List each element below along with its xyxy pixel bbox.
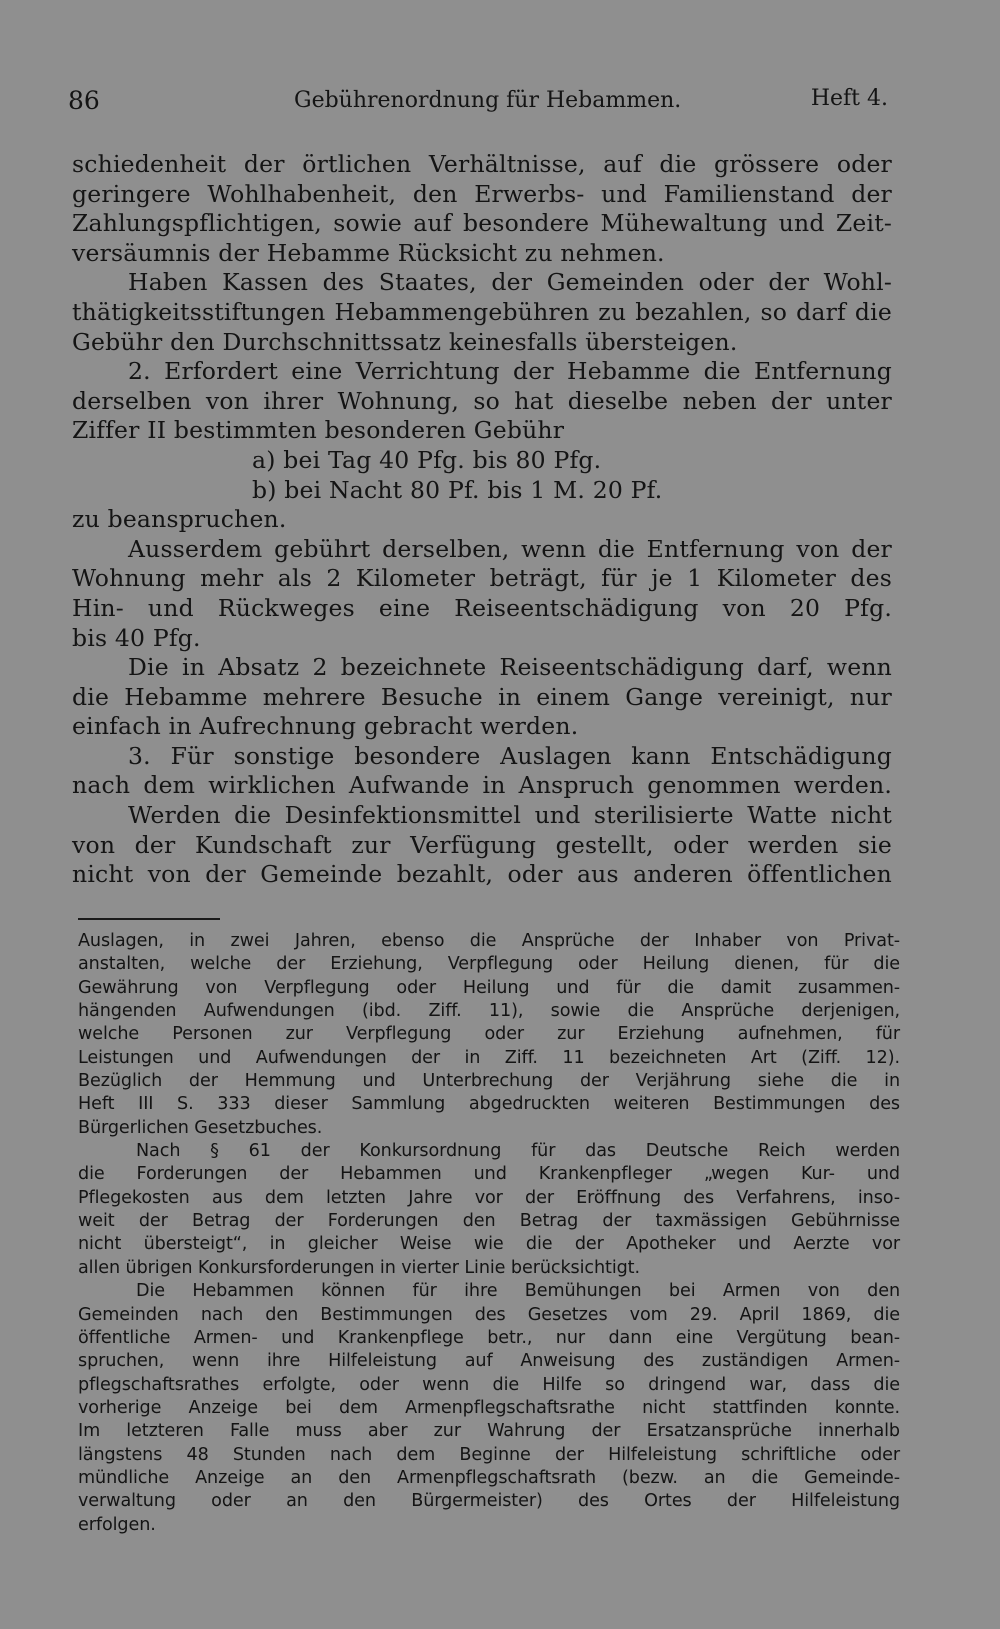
text-line: 2. Erfordert eine Verrichtung der Hebamme die Entfernung (128, 357, 892, 386)
text-line: zu beanspruchen. (72, 505, 287, 534)
text-line: Die in Absatz 2 bezeichnete Reiseentschädigung darf, wenn (128, 653, 892, 682)
text-line: nicht von der Gemeinde bezahlt, oder aus anderen öffentlichen (72, 860, 892, 889)
footnote-line: Heft III S. 333 dieser Sammlung abgedruckten weiteren Bestimmungen des (78, 1094, 900, 1115)
footnote-line: Gewährung von Verpflegung oder Heilung und für die damit zusammen- (78, 977, 900, 998)
text-line: Gebühr den Durchschnittssatz keinesfalls übersteigen. (72, 327, 738, 356)
footnote-text (78, 930, 900, 1537)
text-line: die Hebamme mehrere Besuche in einem Gange vereinigt, nur (72, 682, 892, 711)
running-title: Gebührenordnung für Hebammen. (294, 88, 682, 113)
text-line: Ziffer II bestimmten besonderen Gebühr (72, 416, 565, 445)
main-text (72, 150, 892, 890)
text-line: b) bei Nacht 80 Pf. bis 1 M. 20 Pf. (252, 475, 663, 504)
footnote-line: Pflegekosten aus dem letzten Jahre vor der Eröffnung des Verfahrens, inso- (78, 1187, 900, 1208)
text-line: Werden die Desinfektionsmittel und sterilisierte Watte nicht (128, 801, 892, 830)
text-line: versäumnis der Hebamme Rücksicht zu nehmen. (72, 238, 665, 267)
footnote-line: Leistungen und Aufwendungen der in Ziff. 11 bezeichneten Art (Ziff. 12). (78, 1047, 900, 1068)
text-line: von der Kundschaft zur Verfügung gestellt, oder werden sie (72, 830, 892, 859)
footnote-line: Auslagen, in zwei Jahren, ebenso die Ansprüche der Inhaber von Privat- (78, 931, 900, 951)
text-line: Wohnung mehr als 2 Kilometer beträgt, für je 1 Kilometer des (72, 564, 892, 593)
footnote-line: Nach § 61 der Konkursordnung für das Deutsche Reich werden (136, 1141, 900, 1162)
text-line: schiedenheit der örtlichen Verhältnisse, auf die grössere oder (72, 150, 892, 178)
text-line: Ausserdem gebührt derselben, wenn die Entfernung von der (128, 534, 892, 563)
footnote-line: welche Personen zur Verpflegung oder zur Erziehung aufnehmen, für (78, 1024, 900, 1045)
footnote-line: pflegschaftsrathes erfolgte, oder wenn die Hilfe so dringend war, dass die (78, 1374, 900, 1395)
footnote-line: vorherige Anzeige bei dem Armenpflegschaftsrathe nicht stattfinden konnte. (78, 1397, 900, 1418)
footnote-line: Im letzteren Falle muss aber zur Wahrung der Ersatzansprüche innerhalb (78, 1421, 900, 1442)
footnote-line: hängenden Aufwendungen (ibd. Ziff. 11), sowie die Ansprüche derjenigen, (78, 1001, 900, 1022)
text-line: 3. Für sonstige besondere Auslagen kann Entschädigung (128, 741, 892, 770)
footnote-rule (78, 918, 220, 920)
footnote-line: spruchen, wenn ihre Hilfeleistung auf Anweisung des zuständigen Armen- (78, 1351, 900, 1372)
text-line: bis 40 Pfg. (72, 623, 201, 652)
footnote-line: Bezüglich der Hemmung und Unterbrechung der Verjährung siehe die in (78, 1071, 900, 1092)
text-line: nach dem wirklichen Aufwande in Anspruch genommen werden. (72, 771, 892, 800)
text-line: Zahlungspflichtigen, sowie auf besondere Mühewaltung und Zeit- (72, 209, 892, 238)
footnote-line: allen übrigen Konkursforderungen in vierter Linie berücksichtigt. (78, 1257, 640, 1278)
footnote-line: mündliche Anzeige an den Armenpflegschaftsrath (bezw. an die Gemeinde- (78, 1467, 900, 1488)
footnote-line: verwaltung oder an den Bürgermeister) des Ortes der Hilfeleistung (78, 1491, 900, 1512)
heft-label: Heft 4. (810, 86, 888, 111)
text-line: a) bei Tag 40 Pfg. bis 80 Pfg. (252, 445, 602, 474)
text-line: einfach in Aufrechnung gebracht werden. (72, 712, 579, 741)
text-line: Hin- und Rückweges eine Reiseentschädigung von 20 Pfg. (72, 593, 892, 622)
footnote-line: nicht übersteigt“, in gleicher Weise wie die der Apotheker und Aerzte vor (78, 1234, 900, 1255)
page-header (68, 86, 888, 120)
footnote-line: Die Hebammen können für ihre Bemühungen bei Armen von den (136, 1281, 900, 1302)
footnote-line: anstalten, welche der Erziehung, Verpflegung oder Heilung dienen, für die (78, 954, 900, 975)
text-line: Haben Kassen des Staates, der Gemeinden oder der Wohl- (128, 268, 892, 297)
footnote-line: Gemeinden nach den Bestimmungen des Gesetzes vom 29. April 1869, die (78, 1304, 900, 1325)
text-line: thätigkeitsstiftungen Hebammengebühren zu bezahlen, so darf die (72, 297, 892, 326)
footnote-line: die Forderungen der Hebammen und Krankenpfleger „wegen Kur- und (78, 1164, 900, 1185)
footnote-line: längstens 48 Stunden nach dem Beginne der Hilfeleistung schriftliche oder (78, 1444, 900, 1465)
text-line: derselben von ihrer Wohnung, so hat dieselbe neben der unter (72, 386, 892, 415)
footnote-line: Bürgerlichen Gesetzbuches. (78, 1117, 323, 1138)
page-number: 86 (68, 86, 100, 115)
footnote-line: erfolgen. (78, 1514, 156, 1535)
text-line: geringere Wohlhabenheit, den Erwerbs- und Familienstand der (72, 179, 892, 208)
footnote-line: weit der Betrag der Forderungen den Betrag der taxmässigen Gebührnisse (78, 1211, 900, 1232)
footnote-line: öffentliche Armen- und Krankenpflege betr., nur dann eine Vergütung bean- (78, 1327, 900, 1348)
